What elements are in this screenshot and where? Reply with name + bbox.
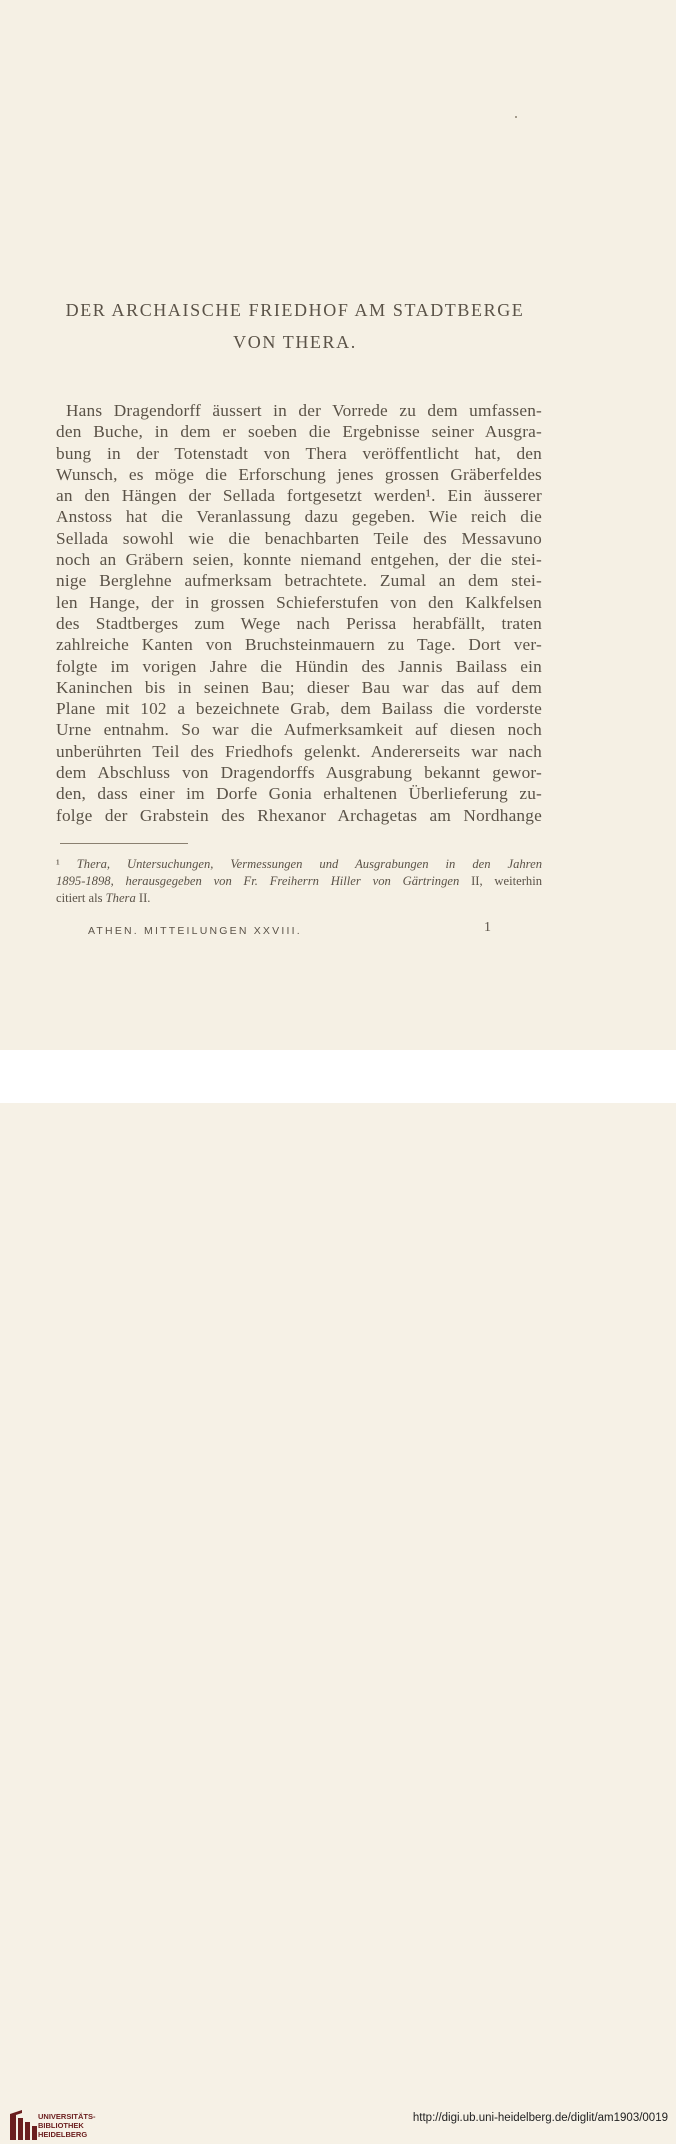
logo-text-line: UNIVERSITÄTS- (38, 2112, 96, 2121)
article-title-line-1: DER ARCHAISCHE FRIEDHOF AM STADTBERGE (65, 300, 525, 320)
body-line: den, dass einer im Dorfe Gonia erhaltenen Überlieferung zu- (56, 784, 542, 804)
logo-text-line: BIBLIOTHEK (38, 2121, 84, 2130)
library-logo-icon[interactable] (8, 2110, 42, 2144)
body-line: Hans Dragendorff äussert in der Vorrede zu dem umfassen- (66, 401, 542, 420)
ink-speck (515, 116, 517, 118)
article-title-line-2: VON THERA. (233, 332, 357, 352)
viewer-footer-bar (0, 1050, 676, 2139)
library-logo-text[interactable] (38, 2112, 96, 2139)
footnote-line-3 (56, 890, 542, 907)
scanned-page (0, 0, 676, 1050)
footnote-short-volume: II. (135, 891, 151, 905)
source-url-link[interactable]: http://digi.ub.uni-heidelberg.de/diglit/am1903/0019 (412, 2112, 668, 2124)
body-line: zahlreiche Kanten von Bruchsteinmauern zu Tage. Dort ver- (56, 635, 542, 655)
body-line: dem Abschluss von Dragendorffs Ausgrabung bekannt gewor- (56, 763, 542, 783)
body-line: Sellada sowohl wie die benachbarten Teile des Messavuno (56, 528, 542, 548)
footnote (56, 856, 542, 907)
body-line: len Hange, der in grossen Schieferstufen von den Kalkfelsen (56, 592, 542, 612)
body-line: noch an Gräbern seien, konnte niemand entgehen, der die stei- (56, 550, 542, 570)
body-line: an den Hängen der Sellada fortgesetzt werden¹. Ein äusserer (56, 486, 542, 506)
footnote-short-title: Thera (105, 891, 136, 905)
body-line: Urne entnahm. So war die Aufmerksamkeit auf diesen noch (56, 720, 542, 740)
body-line: nige Berglehne aufmerksam betrachtete. Zumal an dem stei- (56, 571, 542, 591)
footnote-line-1 (56, 856, 542, 873)
body-line: unberührten Teil des Friedhofs gelenkt. Andererseits war nach (56, 741, 542, 761)
page-number: 1 (484, 920, 491, 935)
footnote-marker: ¹ (56, 857, 60, 871)
footnote-cited-as: citiert als (56, 891, 106, 905)
body-line: des Stadtberges zum Wege nach Perissa herabfällt, traten (56, 613, 542, 633)
footnote-line-2 (56, 873, 542, 890)
body-line: folge der Grabstein des Rhexanor Archagetas am Nordhange (56, 805, 542, 825)
footnote-citation-title: Thera, Untersuchungen, Vermessungen und Ausgrabungen in den Jahren (76, 857, 542, 871)
footnote-volume: II, weiterhin (459, 874, 542, 888)
footnote-divider (60, 843, 188, 844)
body-line: Anstoss hat die Veranlassung dazu gegeben. Wie reich die (56, 507, 542, 527)
body-line: Kaninchen bis in seinen Bau; dieser Bau war das auf dem (56, 677, 542, 697)
body-line: folgte im vorigen Jahre die Hündin des Jannis Bailass ein (56, 656, 542, 676)
body-line: den Buche, in dem er soeben die Ergebnisse seiner Ausgra- (56, 422, 542, 442)
body-paragraph (56, 400, 542, 826)
body-line: Plane mit 102 a bezeichnete Grab, dem Bailass die vorderste (56, 699, 542, 719)
footnote-citation-editor: 1895-1898, herausgegeben von Fr. Freiherrn Hiller von Gärtringen (56, 874, 460, 888)
logo-text-line: HEIDELBERG (38, 2130, 88, 2139)
body-line: bung in der Totenstadt von Thera veröffentlicht hat, den (56, 443, 542, 463)
journal-signature: ATHEN. MITTEILUNGEN XXVIII. (88, 925, 302, 937)
body-line: Wunsch, es möge die Erforschung jenes grossen Gräberfeldes (56, 464, 542, 484)
